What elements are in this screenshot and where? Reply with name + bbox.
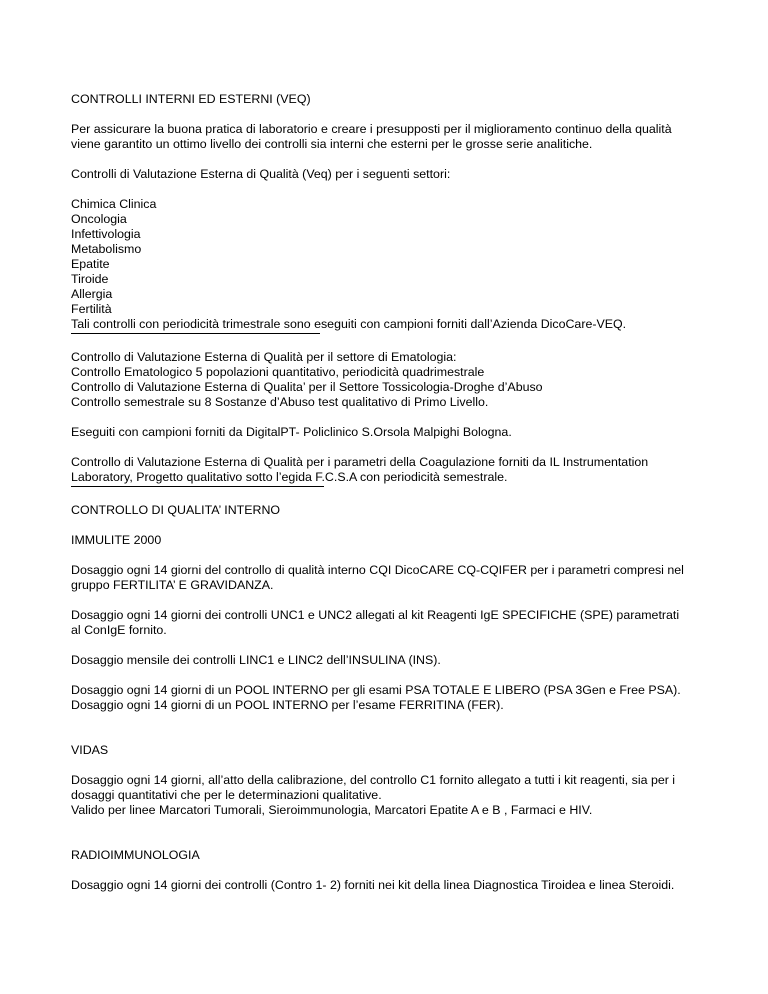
cqi-heading: CONTROLLO DI QUALITA’ INTERNO [71, 503, 281, 517]
radio-p1: Dosaggio ogni 14 giorni dei controlli (Contro 1- 2) forniti nei kit della linea Diagnostica Tiroidea e linea Steroidi. [71, 878, 675, 892]
document-title: CONTROLLI INTERNI ED ESTERNI (VEQ) [71, 92, 311, 106]
intro-line-2: viene garantito un ottimo livello dei controlli sia interni che esterni per le grosse serie analitiche. [71, 137, 593, 151]
immulite-p2-line-2: al ConIgE fornito. [71, 623, 167, 637]
coagulazione-line-2: Laboratory, Progetto qualitativo sotto l’egida F.C.S.A con periodicità semestrale. [71, 470, 508, 484]
immulite-p4-line-2: Dosaggio ogni 14 giorni di un POOL INTERNO per l’esame FERRITINA (FER). [71, 698, 504, 712]
immulite-p4-line-1: Dosaggio ogni 14 giorni di un POOL INTERNO per gli esami PSA TOTALE E LIBERO (PSA 3Gen e Free PSA). [71, 683, 681, 697]
document-page [71, 92, 711, 893]
horizontal-rule [71, 333, 320, 334]
immulite-p1-line-2: gruppo FERTILITA’ E GRAVIDANZA. [71, 578, 274, 592]
immulite-heading: IMMULITE 2000 [71, 533, 162, 547]
vidas-p1-line-2: dosaggi quantitativi che per le determinazioni qualitative. [71, 788, 382, 802]
digitalpt-note: Eseguiti con campioni forniti da DigitalPT- Policlinico S.Orsola Malpighi Bologna. [71, 425, 512, 439]
vidas-p1-line-1: Dosaggio ogni 14 giorni, all’atto della calibrazione, del controllo C1 fornito allegato a tutti i kit reagenti, sia per i [71, 773, 676, 787]
coagulazione-line-1: Controllo di Valutazione Esterna di Qualità per i parametri della Coagulazione forniti da IL Instrumentation [71, 455, 649, 469]
ematologia-line-1: Controllo di Valutazione Esterna di Qualità per il settore di Ematologia: [71, 350, 457, 364]
sector-item: Allergia [71, 287, 113, 301]
ematologia-line-3: Controllo di Valutazione Esterna di Qualita’ per il Settore Tossicologia-Droghe d’Abuso [71, 380, 543, 394]
immulite-p2-line-1: Dosaggio ogni 14 giorni dei controlli UNC1 e UNC2 allegati al kit Reagenti IgE SPECIFICHE (SPE) parametrati [71, 608, 680, 622]
vidas-heading: VIDAS [71, 743, 109, 757]
intro-line-1: Per assicurare la buona pratica di laboratorio e creare i presupposti per il miglioramento continuo della qualità [71, 122, 672, 136]
vidas-p1-line-3: Valido per linee Marcatori Tumorali, Sieroimmunologia, Marcatori Epatite A e B , Farmaci e HIV. [71, 803, 593, 817]
ematologia-line-2: Controllo Ematologico 5 popolazioni quantitativo, periodicità quadrimestrale [71, 365, 485, 379]
immulite-p1-line-1: Dosaggio ogni 14 giorni del controllo di qualità interno CQI DicoCARE CQ-CQIFER per i parametri compresi nel [71, 563, 684, 577]
sector-item: Infettivologia [71, 227, 141, 241]
veq-heading: Controlli di Valutazione Esterna di Qualità (Veq) per i seguenti settori: [71, 167, 451, 181]
sector-item: Tiroide [71, 272, 109, 286]
radio-heading: RADIOIMMUNOLOGIA [71, 848, 200, 862]
immulite-p3: Dosaggio mensile dei controlli LINC1 e LINC2 dell’INSULINA (INS). [71, 653, 441, 667]
sector-item: Oncologia [71, 212, 127, 226]
ematologia-line-4: Controllo semestrale su 8 Sostanze d’Abuso test qualitativo di Primo Livello. [71, 395, 489, 409]
sector-item: Epatite [71, 257, 110, 271]
horizontal-rule [71, 486, 324, 487]
sectors-note: Tali controlli con periodicità trimestrale sono eseguiti con campioni forniti dall’Azienda DicoCare-VEQ. [71, 317, 627, 331]
sector-item: Fertilità [71, 302, 112, 316]
sector-item: Chimica Clinica [71, 197, 157, 211]
sector-item: Metabolismo [71, 242, 142, 256]
